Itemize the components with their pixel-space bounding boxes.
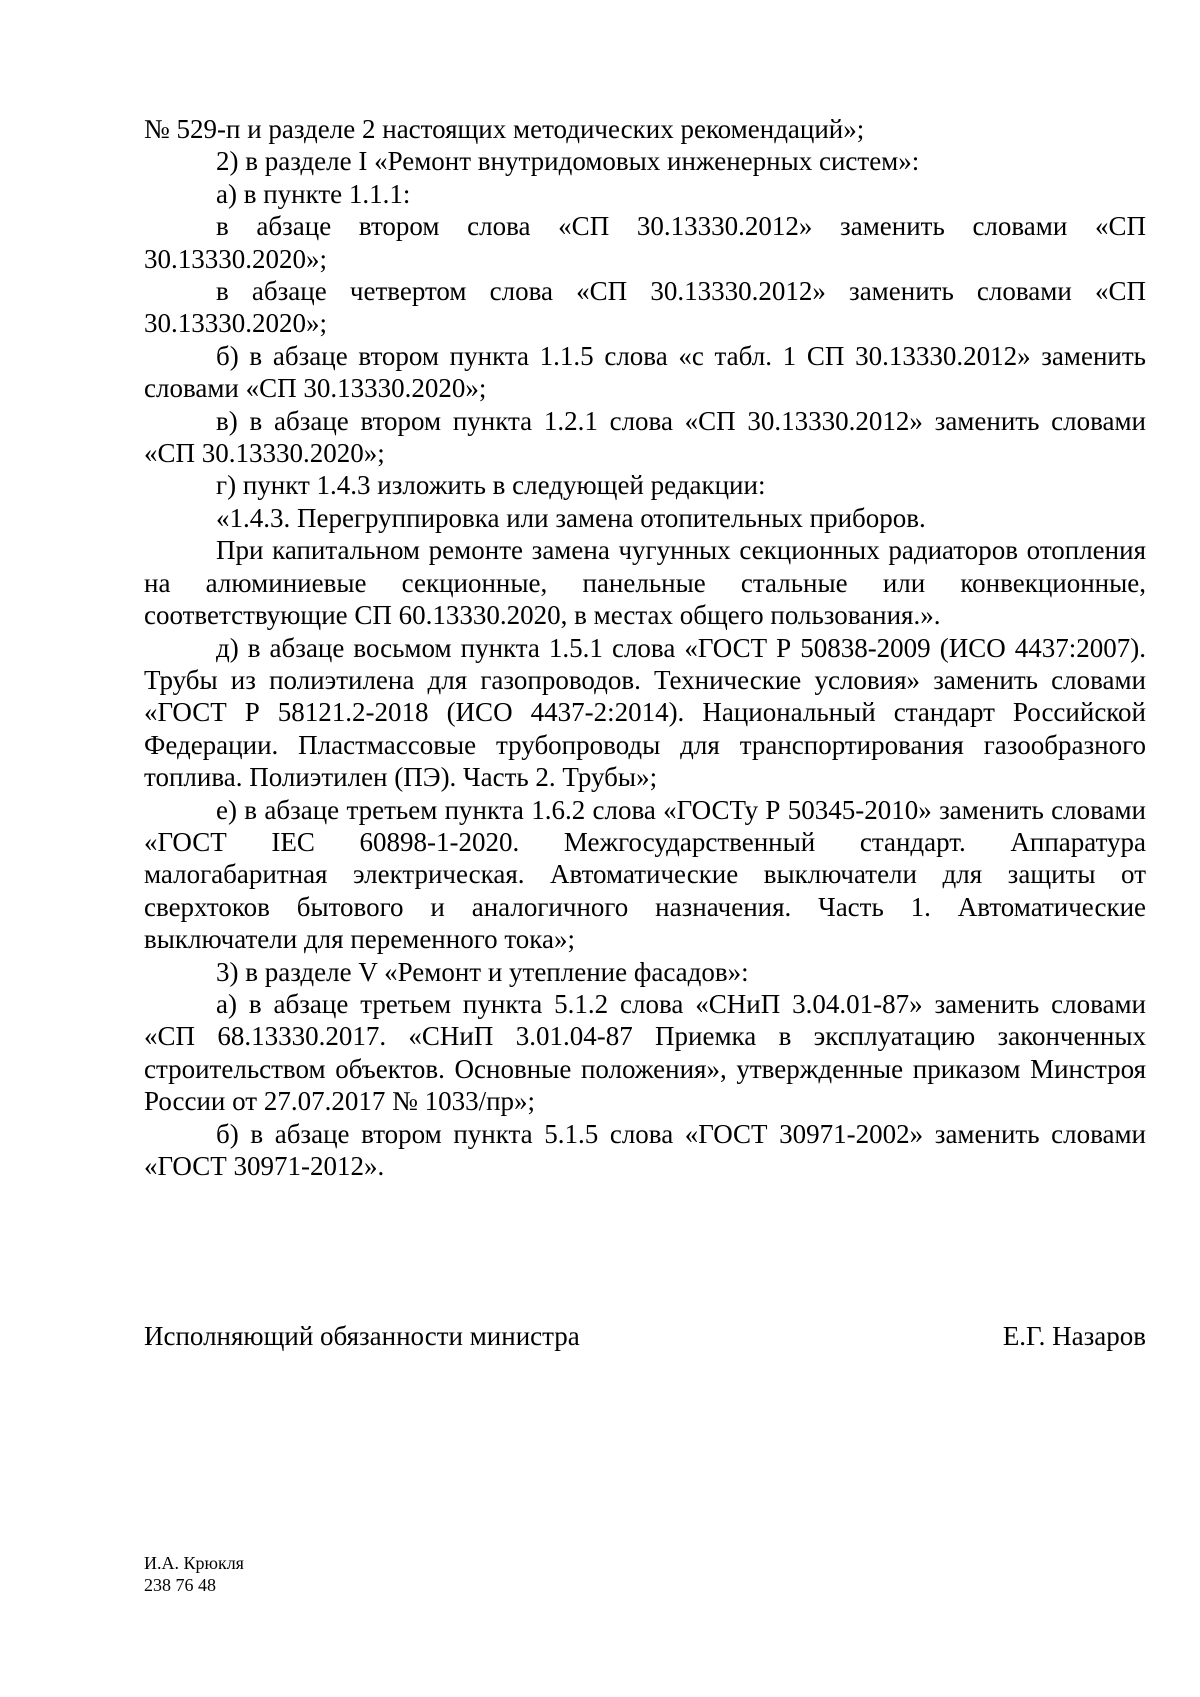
paragraph: При капитальном ремонте замена чугунных секционных радиаторов отопления на алюминиевые секционные, панельные стальные или конвекционные, соответствующие СП 60.13330.2020, в местах общего пользования.». bbox=[144, 535, 1146, 631]
signature-block bbox=[144, 1320, 1146, 1352]
paragraph: б) в абзаце втором пункта 1.1.5 слова «с табл. 1 СП 30.13330.2012» заменить словами «СП 30.13330.2020»; bbox=[144, 340, 1146, 404]
paragraph: 3) в разделе V «Ремонт и утепление фасадов»: bbox=[216, 956, 749, 987]
paragraph: а) в абзаце третьем пункта 5.1.2 слова «СНиП 3.04.01-87» заменить словами «СП 68.13330.2017. «СНиП 3.01.04-87 Приемка в эксплуатацию законченных строительством объектов. Основные положения», утвержденные приказом Минстроя России от 27.07.2017 № 1033/пр»; bbox=[144, 988, 1146, 1117]
paragraph: б) в абзаце втором пункта 5.1.5 слова «ГОСТ 30971-2002» заменить словами «ГОСТ 30971-2012». bbox=[144, 1118, 1146, 1181]
paragraph: в абзаце четвертом слова «СП 30.13330.2012» заменить словами «СП 30.13330.2020»; bbox=[144, 276, 1146, 339]
signatory-position: Исполняющий обязанности министра bbox=[144, 1321, 580, 1351]
signatory-name: Е.Г. Назаров bbox=[1002, 1321, 1146, 1351]
document-body bbox=[144, 113, 1146, 1182]
paragraph: г) пункт 1.4.3 изложить в следующей редакции: bbox=[216, 470, 766, 501]
paragraph: д) в абзаце восьмом пункта 1.5.1 слова «ГОСТ Р 50838-2009 (ИСО 4437:2007). Трубы из полиэтилена для газопроводов. Технические условия» заменить словами «ГОСТ Р 58121.2-2018 (ИСО 4437-2:2014). Национальный стандарт Российской Федерации. Пластмассовые трубопроводы для транспортирования газообразного топлива. Полиэтилен (ПЭ). Часть 2. Трубы»; bbox=[144, 632, 1146, 793]
paragraph: в) в абзаце втором пункта 1.2.1 слова «СП 30.13330.2012» заменить словами «СП 30.13330.2020»; bbox=[144, 405, 1146, 469]
paragraph: в абзаце втором слова «СП 30.13330.2012» заменить словами «СП 30.13330.2020»; bbox=[144, 211, 1146, 274]
paragraph: «1.4.3. Перегруппировка или замена отопительных приборов. bbox=[216, 502, 926, 533]
executor-phone: 238 76 48 bbox=[144, 1575, 216, 1595]
executor-name: И.А. Крюкля bbox=[144, 1553, 244, 1573]
paragraph: а) в пункте 1.1.1: bbox=[216, 178, 411, 209]
paragraph: е) в абзаце третьем пункта 1.6.2 слова «ГОСТу Р 50345-2010» заменить словами «ГОСТ IEC 60898-1-2020. Межгосударственный стандарт. Аппаратура малогабаритная электрическая. Автоматические выключатели для защиты от сверхтоков бытового и аналогичного назначения. Часть 1. Автоматические выключатели для переменного тока»; bbox=[144, 794, 1146, 955]
paragraph: 2) в разделе I «Ремонт внутридомовых инженерных систем»: bbox=[216, 146, 920, 177]
executor-block bbox=[144, 1552, 244, 1596]
paragraph: № 529-п и разделе 2 настоящих методических рекомендаций»; bbox=[144, 114, 865, 144]
